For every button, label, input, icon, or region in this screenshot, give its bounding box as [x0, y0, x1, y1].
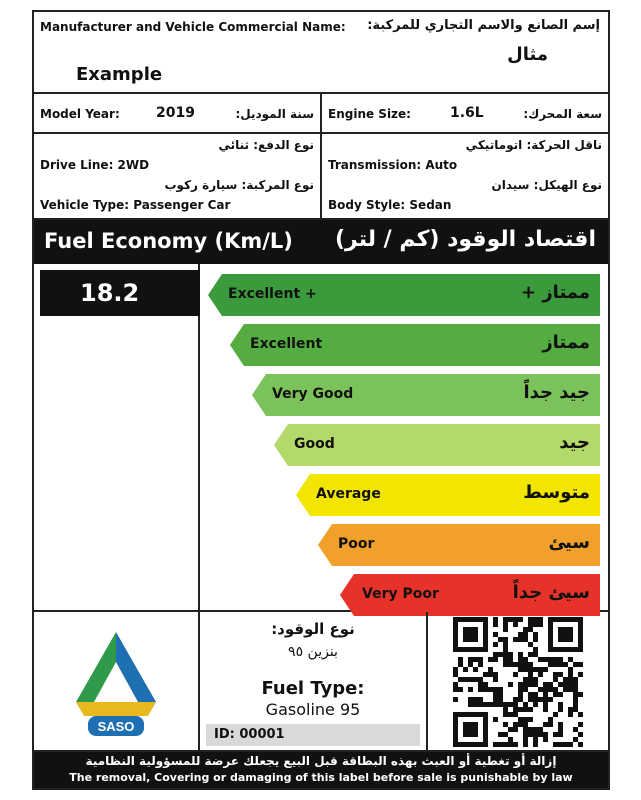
transmission-cell — [322, 134, 608, 218]
saso-logo-blue-segment — [116, 632, 156, 702]
manufacturer-value-en: Example — [76, 64, 163, 85]
vehicle-type-label-ar: نوع المركبة: سيارة ركوب — [164, 178, 314, 192]
transmission-label-en: Transmission: Auto — [328, 158, 458, 172]
model-year-label-ar: سنة الموديل: — [235, 107, 314, 121]
band-label-en: Average — [316, 486, 381, 502]
fuel-type-label-en: Fuel Type: — [261, 678, 365, 699]
engine-size-cell — [322, 94, 608, 132]
manufacturer-name-section — [34, 12, 608, 94]
specs-row-2 — [34, 134, 608, 220]
band-label-ar: ممتاز + — [520, 282, 590, 303]
qr-code[interactable] — [453, 617, 583, 747]
rating-value-column — [34, 264, 200, 610]
rating-value: 18.2 — [80, 279, 140, 307]
band-label-en: Very Good — [272, 386, 354, 402]
band-label-ar: جيد جداً — [523, 382, 590, 403]
band-label-ar: ممتاز — [542, 332, 590, 353]
vehicle-type-label-en: Vehicle Type: Passenger Car — [40, 198, 231, 212]
saso-logo-yellow-segment — [76, 702, 156, 716]
legal-notice-ar: إزالة أو تغطية أو العبث بهذه البطاقة قبل البيع يجعلك عرضة للمسؤولية النظامية — [85, 754, 557, 768]
band-very-good — [252, 374, 600, 416]
band-label-en: Excellent + — [228, 286, 317, 302]
manufacturer-label-ar: إسم الصانع والاسم التجاري للمركبة: — [367, 18, 600, 33]
band-label-ar: جيد — [559, 432, 590, 453]
drive-line-label-en: Drive Line: 2WD — [40, 158, 150, 172]
drive-type-cell — [34, 134, 322, 218]
fuel-economy-banner — [34, 220, 608, 264]
band-label-ar: متوسط — [523, 482, 590, 503]
specs-row-1 — [34, 94, 608, 134]
banner-title-en: Fuel Economy (Km/L) — [44, 229, 293, 253]
band-label-en: Excellent — [250, 336, 323, 352]
saso-logo — [56, 622, 176, 742]
saso-logo-text: SASO — [97, 719, 135, 734]
body-style-label-en: Body Style: Sedan — [328, 198, 452, 212]
band-average — [296, 474, 600, 516]
band-label-ar: سيئ جداً — [512, 582, 590, 603]
manufacturer-value-ar: مثال — [507, 44, 548, 65]
drive-line-label-ar: نوع الدفع: ثنائي — [218, 138, 314, 152]
saso-logo-green-segment — [76, 632, 116, 702]
fuel-type-cell — [200, 612, 428, 750]
model-year-label-en: Model Year: — [40, 107, 120, 121]
engine-size-value: 1.6L — [450, 105, 484, 121]
body-style-label-ar: نوع الهيكل: سيدان — [491, 178, 602, 192]
model-year-cell — [34, 94, 322, 132]
rating-scale — [34, 264, 608, 612]
fuel-type-value-ar: بنزين ٩٥ — [288, 644, 338, 660]
label-id: ID: 00001 — [214, 727, 285, 742]
engine-size-label-ar: سعة المحرك: — [523, 107, 602, 121]
band-label-en: Very Poor — [362, 586, 439, 602]
manufacturer-label-en: Manufacturer and Vehicle Commercial Name: — [40, 20, 346, 34]
fuel-type-value-en: Gasoline 95 — [265, 700, 361, 719]
band-excellent — [230, 324, 600, 366]
band-poor — [318, 524, 600, 566]
band-label-en: Good — [294, 436, 335, 452]
qr-cell — [428, 612, 608, 750]
model-year-value: 2019 — [156, 105, 195, 121]
legal-footer — [34, 752, 608, 788]
band-label-ar: سيئ — [548, 532, 590, 553]
bottom-section — [34, 612, 608, 752]
band-excellent-plus — [208, 274, 600, 316]
band-label-en: Poor — [338, 536, 375, 552]
banner-title-ar: اقتصاد الوقود (كم / لتر) — [335, 227, 596, 252]
fuel-type-label-ar: نوع الوقود: — [271, 620, 355, 638]
label-id-box — [206, 724, 420, 746]
transmission-label-ar: ناقل الحركة: اتوماتيكي — [465, 138, 602, 152]
band-good — [274, 424, 600, 466]
band-very-poor — [340, 574, 600, 616]
fuel-economy-label — [32, 10, 610, 790]
engine-size-label-en: Engine Size: — [328, 107, 411, 121]
logo-cell — [34, 612, 200, 750]
legal-notice-en: The removal, Covering or damaging of this label before sale is punishable by law — [69, 771, 573, 784]
